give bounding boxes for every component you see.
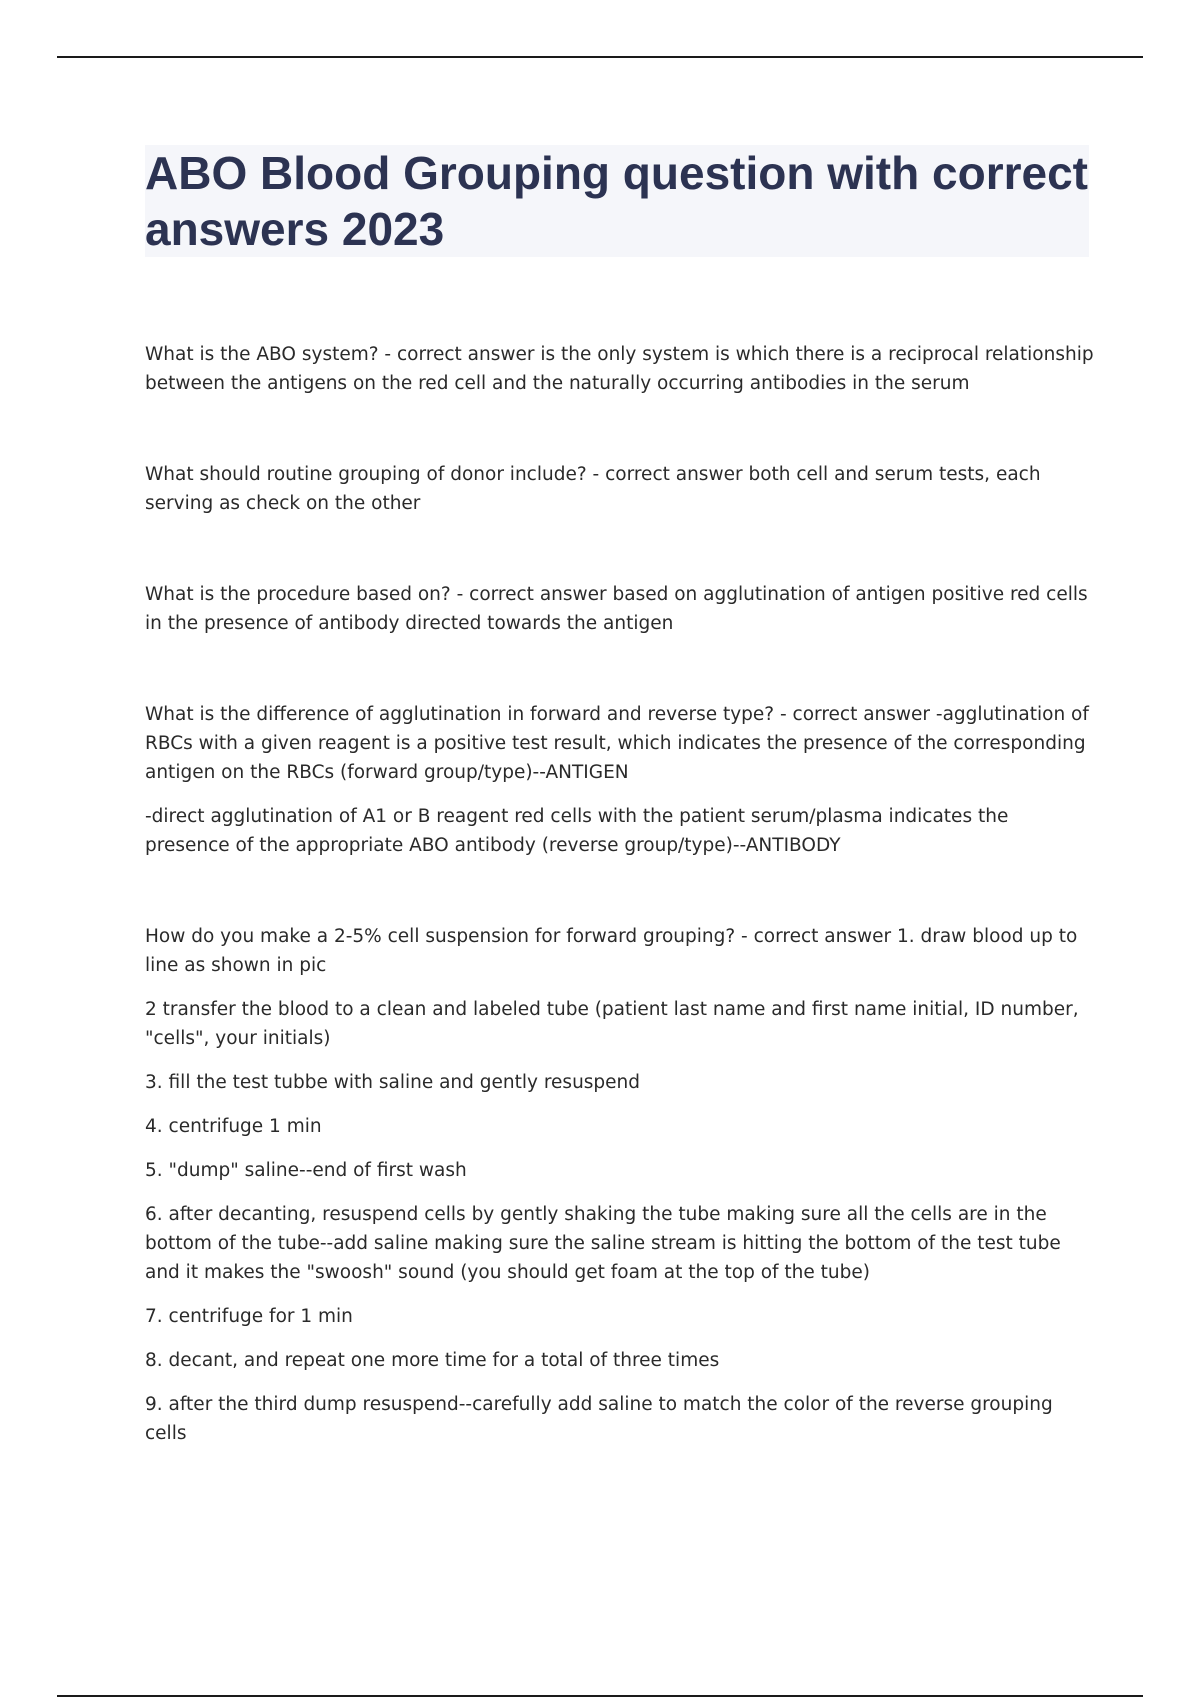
document-body: [145, 340, 1095, 1510]
qa-item-5: [145, 922, 1095, 1448]
qa-item-3: [145, 580, 1095, 638]
qa-item-1: [145, 340, 1095, 398]
qa-paragraph: What should routine grouping of donor include? - correct answer both cell and serum tests, each serving as check on the other: [145, 464, 1041, 514]
qa-step: 8. decant, and repeat one more time for a total of three times: [145, 1350, 720, 1371]
qa-paragraph: What is the ABO system? - correct answer is the only system is which there is a reciprocal relationship between the antigens on the red cell and the naturally occurring antibodies in the serum: [145, 344, 1094, 394]
bottom-rule: [57, 1695, 1143, 1697]
qa-step: 3. fill the test tubbe with saline and gently resuspend: [145, 1072, 641, 1093]
qa-paragraph: How do you make a 2-5% cell suspension for forward grouping? - correct answer 1. draw blood up to line as shown in pic: [145, 926, 1078, 976]
qa-item-4: [145, 700, 1095, 860]
top-rule: [57, 56, 1143, 58]
title-block: [145, 145, 1089, 257]
qa-step: 6. after decanting, resuspend cells by gently shaking the tube making sure all the cells are in the bottom of the tube--add saline making sure the saline stream is hitting the bottom of the test tube and it makes the "swoosh" sound (you should get foam at the top of the tube): [145, 1204, 1061, 1283]
qa-paragraph: -direct agglutination of A1 or B reagent red cells with the patient serum/plasma indicates the presence of the appropriate ABO antibody (reverse group/type)--ANTIBODY: [145, 806, 1009, 856]
qa-step: 4. centrifuge 1 min: [145, 1116, 322, 1137]
document-title: ABO Blood Grouping question with correct answers 2023: [145, 147, 1088, 255]
qa-step: 5. "dump" saline--end of first wash: [145, 1160, 467, 1181]
qa-step: 7. centrifuge for 1 min: [145, 1306, 353, 1327]
qa-item-2: [145, 460, 1095, 518]
qa-paragraph: What is the difference of agglutination in forward and reverse type? - correct answer -agglutination of RBCs with a given reagent is a positive test result, which indicates the presence of the corresponding antigen on the RBCs (forward group/type)--ANTIGEN: [145, 704, 1089, 783]
qa-step: 9. after the third dump resuspend--carefully add saline to match the color of the reverse grouping cells: [145, 1394, 1053, 1444]
qa-paragraph: What is the procedure based on? - correct answer based on agglutination of antigen positive red cells in the presence of antibody directed towards the antigen: [145, 584, 1088, 634]
qa-step: 2 transfer the blood to a clean and labeled tube (patient last name and first name initial, ID number, "cells", your initials): [145, 999, 1079, 1049]
